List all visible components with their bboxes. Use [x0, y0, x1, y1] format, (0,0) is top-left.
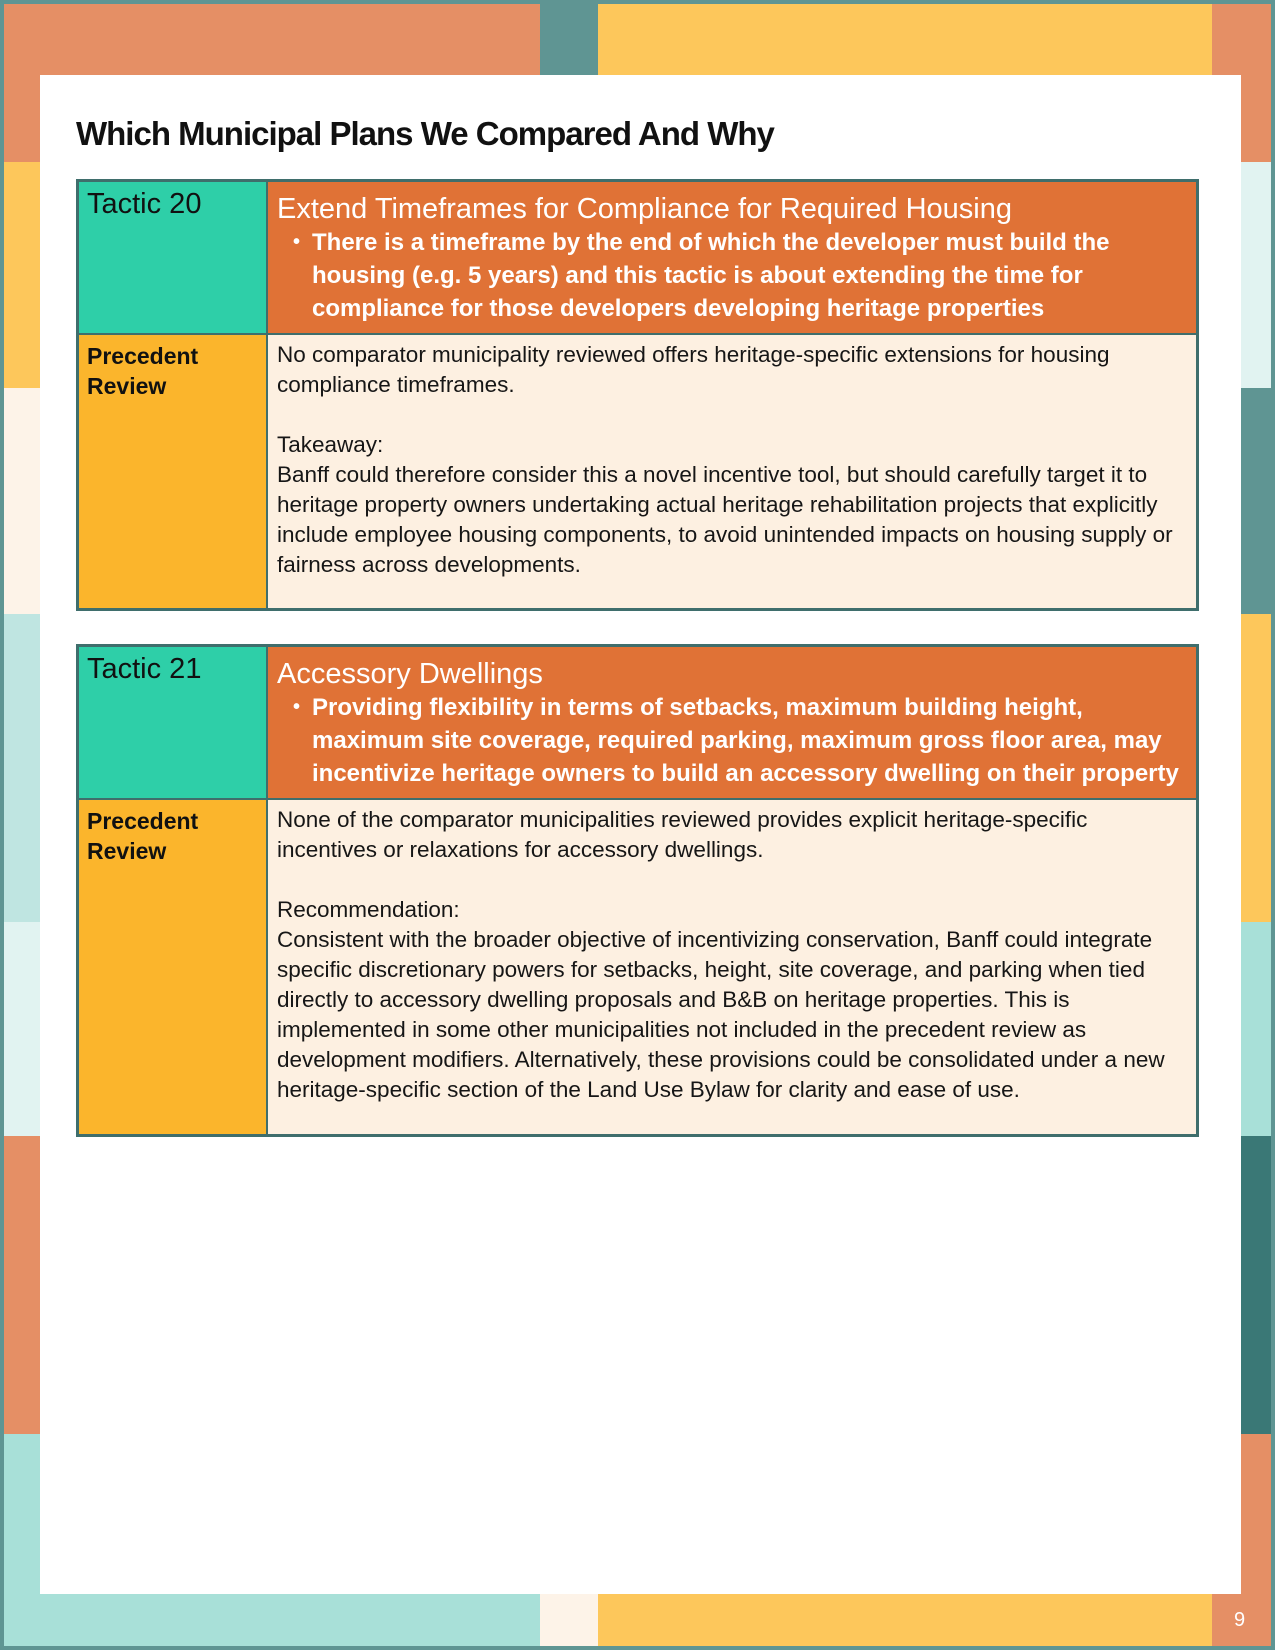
precedent-review-body [267, 799, 1198, 1135]
tactic-bullet-list [277, 691, 1186, 790]
frame-block [4, 614, 40, 922]
tactic-heading: Extend Timeframes for Compliance for Required Housing [277, 193, 1012, 225]
spacer [277, 865, 1184, 895]
page-content [40, 75, 1241, 1594]
precedent-review-body [267, 334, 1198, 610]
tactic-header-row [78, 646, 1198, 800]
tactic-bullet-text: There is a timeframe by the end of which the developer must build the housing (e.g. 5 years) and this tactic is about extending the time for compliance for those developers developing heritage properties [312, 229, 1110, 322]
tactic-bullet-list [277, 226, 1186, 325]
frame-block [1241, 1136, 1271, 1434]
tactic-header [267, 181, 1198, 335]
note-text: Banff could therefore consider this a novel incentive tool, but should carefully target it to heritage property owners undertaking actual heritage rehabilitation projects that explicitly include employee housing components, to avoid unintended impacts on housing supply or fairness across developments. [277, 462, 1173, 577]
frame-block [1241, 388, 1271, 614]
tactic-table [76, 644, 1199, 1137]
spacer [277, 400, 1184, 430]
review-text: None of the comparator municipalities reviewed provides explicit heritage-specific incentives or relaxations for accessory dwellings. [277, 807, 1088, 862]
tactic-table [76, 179, 1199, 611]
note-heading: Takeaway: [277, 432, 384, 457]
frame-block [4, 922, 40, 1136]
tactic-bullet [293, 691, 1186, 790]
tactic-label: Tactic 20 [78, 181, 268, 335]
frame-block [4, 1136, 40, 1434]
tactic-label: Tactic 21 [78, 646, 268, 800]
frame-block [540, 1594, 598, 1646]
frame-block [1241, 614, 1271, 922]
frame-block [4, 75, 40, 162]
note-heading: Recommendation: [277, 897, 460, 922]
tactic-heading: Accessory Dwellings [277, 658, 543, 690]
frame-block [4, 1594, 540, 1646]
frame-block [598, 4, 1212, 75]
frame-block [4, 162, 40, 388]
bullet-icon: • [293, 231, 301, 253]
precedent-review-label: Precedent Review [78, 334, 268, 610]
page-title: Which Municipal Plans We Compared And Why [76, 115, 774, 152]
frame-block [4, 4, 540, 75]
precedent-review-label: Precedent Review [78, 799, 268, 1135]
frame-block [1241, 922, 1271, 1136]
tactic-header [267, 646, 1198, 800]
precedent-review-row [78, 334, 1198, 610]
frame-block [1241, 1434, 1271, 1594]
review-text: No comparator municipality reviewed offers heritage-specific extensions for housing compliance timeframes. [277, 342, 1110, 397]
tactic-bullet [293, 226, 1186, 325]
precedent-review-row [78, 799, 1198, 1135]
frame-block [4, 388, 40, 614]
frame-block [1241, 162, 1271, 388]
tactic-bullet-text: Providing flexibility in terms of setbacks, maximum building height, maximum site coverage, required parking, maximum gross floor area, may incentivize heritage owners to build an accessory dwelling on their property [312, 694, 1179, 787]
page-number: 9 [1234, 1609, 1246, 1631]
frame-block [598, 1594, 1212, 1646]
note-text: Consistent with the broader objective of incentivizing conservation, Banff could integrate specific discretionary powers for setbacks, height, site coverage, and parking when tied directly to accessory dwelling proposals and B&B on heritage properties. This is implemented in some other municipalities not included in the precedent review as development modifiers. Alternatively, these provisions could be consolidated under a new heritage-specific section of the Land Use Bylaw for clarity and ease of use. [277, 927, 1165, 1102]
frame-block [540, 4, 598, 75]
tactic-header-row [78, 181, 1198, 335]
bullet-icon: • [293, 696, 301, 718]
frame-block [4, 1434, 40, 1594]
